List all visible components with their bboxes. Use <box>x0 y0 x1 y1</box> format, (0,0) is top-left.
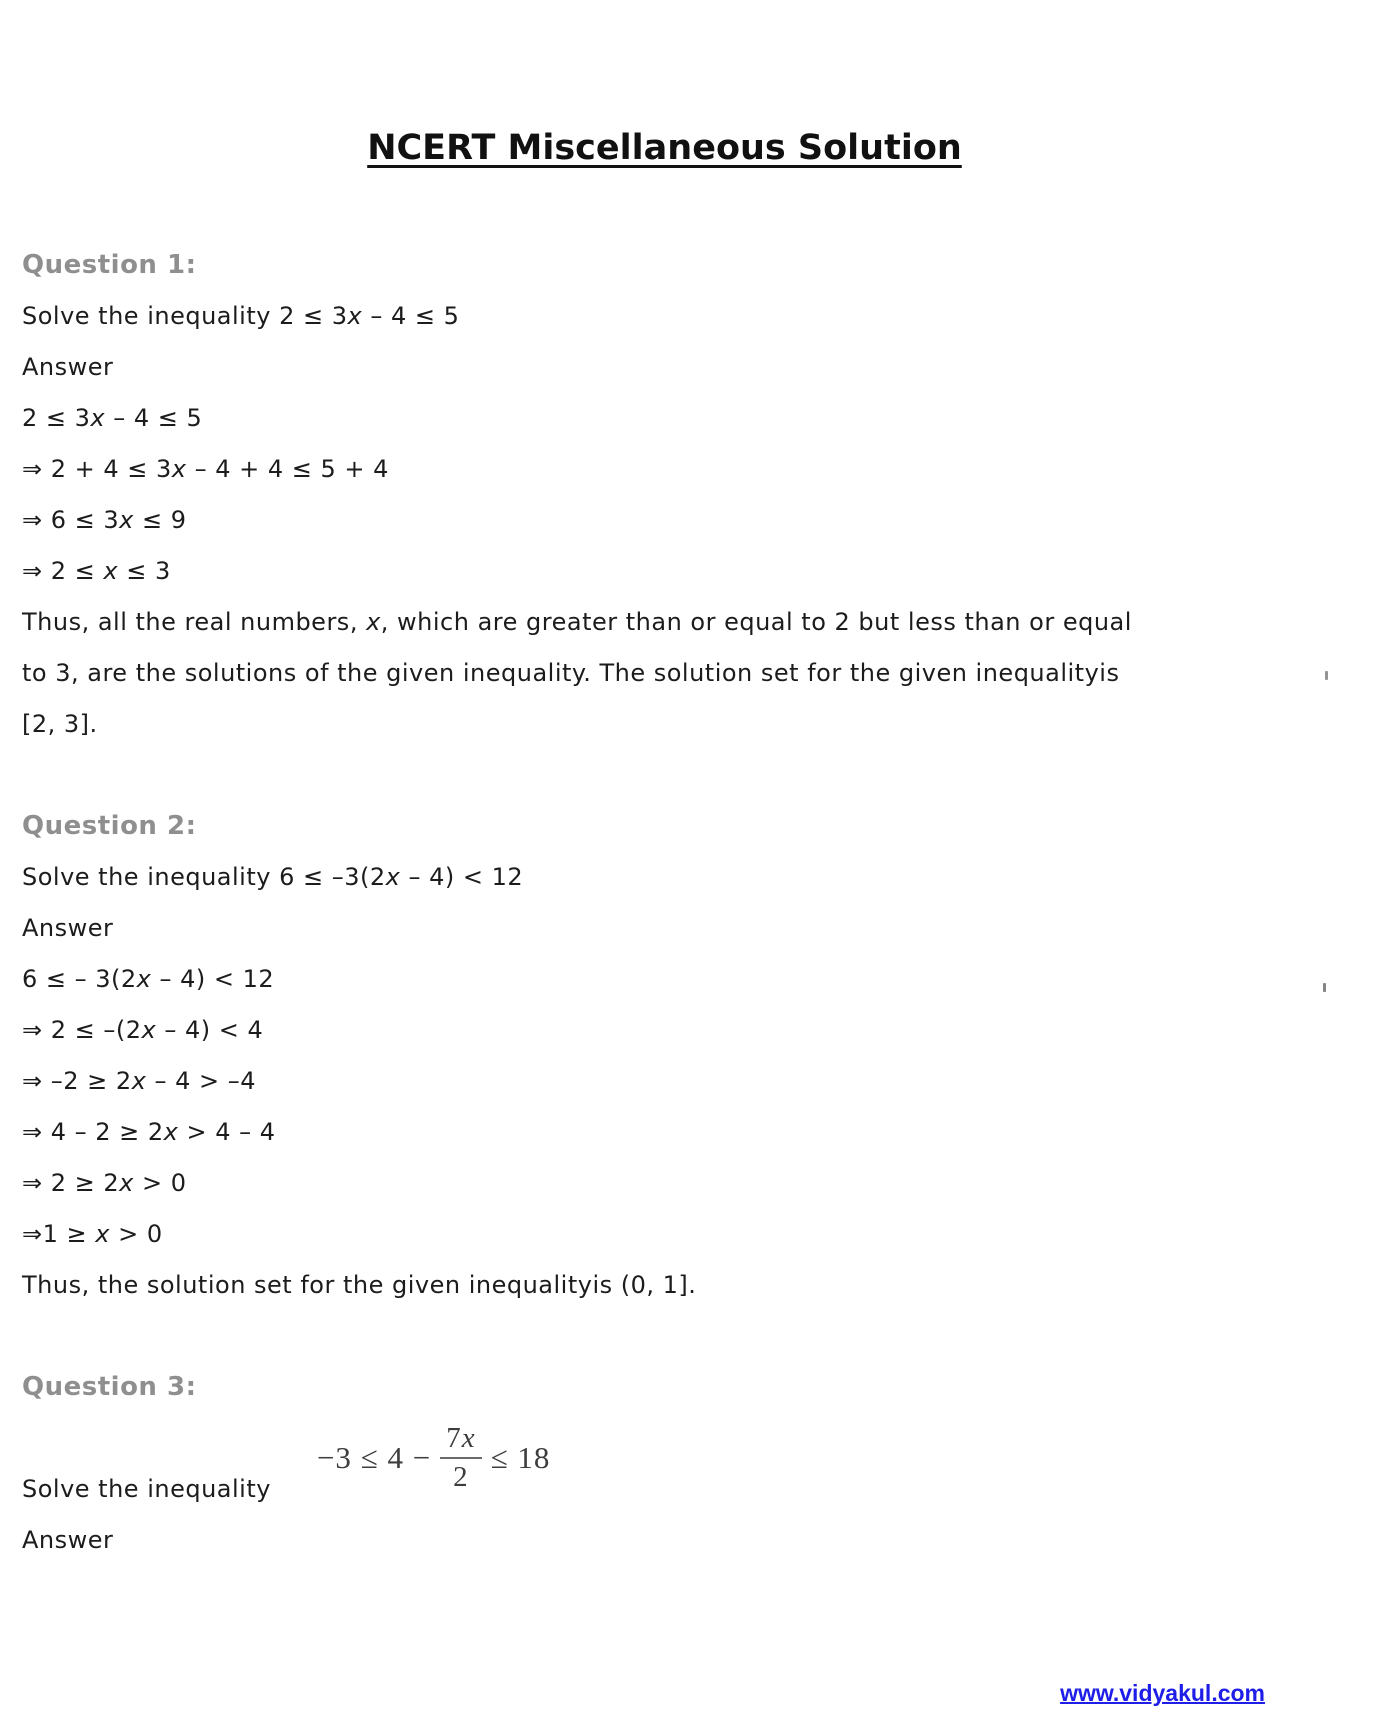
q1-step-4: ⇒ 2 ≤ x ≤ 3 <box>22 557 171 585</box>
q1-step-2: ⇒ 2 + 4 ≤ 3x – 4 + 4 ≤ 5 + 4 <box>22 455 389 483</box>
q3-statement: Solve the inequality <box>22 1475 271 1503</box>
q1-conclusion-2: to 3, are the solutions of the given inequality. The solution set for the given inequalityis <box>22 659 1120 687</box>
question-3-heading: Question 3: <box>22 1372 197 1402</box>
question-2-heading: Question 2: <box>22 811 197 841</box>
q3-statement-row <box>22 1413 1375 1515</box>
question-3-section <box>22 1362 1375 1566</box>
question-1-heading: Question 1: <box>22 250 197 280</box>
q2-answer-label: Answer <box>22 914 114 942</box>
footer-link[interactable]: www.vidyakul.com <box>1060 1680 1265 1706</box>
question-2-section <box>22 801 1375 1311</box>
q2-step-5: ⇒ 2 ≥ 2x > 0 <box>22 1169 187 1197</box>
q2-conclusion: Thus, the solution set for the given inequalityis (0, 1]. <box>22 1271 697 1299</box>
q3-answer-label: Answer <box>22 1526 114 1554</box>
question-1-section <box>22 240 1375 750</box>
formula-left: −3 ≤ 4 − <box>316 1439 432 1475</box>
formula-numerator: 7x <box>440 1420 481 1459</box>
formula-denominator: 2 <box>453 1461 469 1493</box>
q2-step-3: ⇒ –2 ≥ 2x – 4 > –4 <box>22 1067 257 1095</box>
q1-statement: Solve the inequality 2 ≤ 3x – 4 ≤ 5 <box>22 302 460 330</box>
q1-answer-label: Answer <box>22 353 114 381</box>
formula-right: ≤ 18 <box>490 1439 551 1475</box>
page-title <box>22 0 1307 174</box>
q2-statement: Solve the inequality 6 ≤ –3(2x – 4) < 12 <box>22 863 524 891</box>
formula-fraction <box>440 1420 481 1495</box>
q1-conclusion-1: Thus, all the real numbers, x, which are greater than or equal to 2 but less than or equal <box>22 608 1132 636</box>
scan-artifact <box>1323 983 1326 992</box>
q1-step-3: ⇒ 6 ≤ 3x ≤ 9 <box>22 506 187 534</box>
page-title-text: NCERT Miscellaneous Solution <box>367 128 962 168</box>
scan-artifact <box>1325 671 1328 680</box>
q3-math-formula <box>317 1420 550 1495</box>
q2-step-1: 6 ≤ – 3(2x – 4) < 12 <box>22 965 275 993</box>
q1-conclusion-3: [2, 3]. <box>22 710 98 738</box>
q1-step-1: 2 ≤ 3x – 4 ≤ 5 <box>22 404 203 432</box>
q2-step-4: ⇒ 4 – 2 ≥ 2x > 4 – 4 <box>22 1118 276 1146</box>
q2-step-2: ⇒ 2 ≤ –(2x – 4) < 4 <box>22 1016 264 1044</box>
q2-step-6: ⇒1 ≥ x > 0 <box>22 1220 163 1248</box>
